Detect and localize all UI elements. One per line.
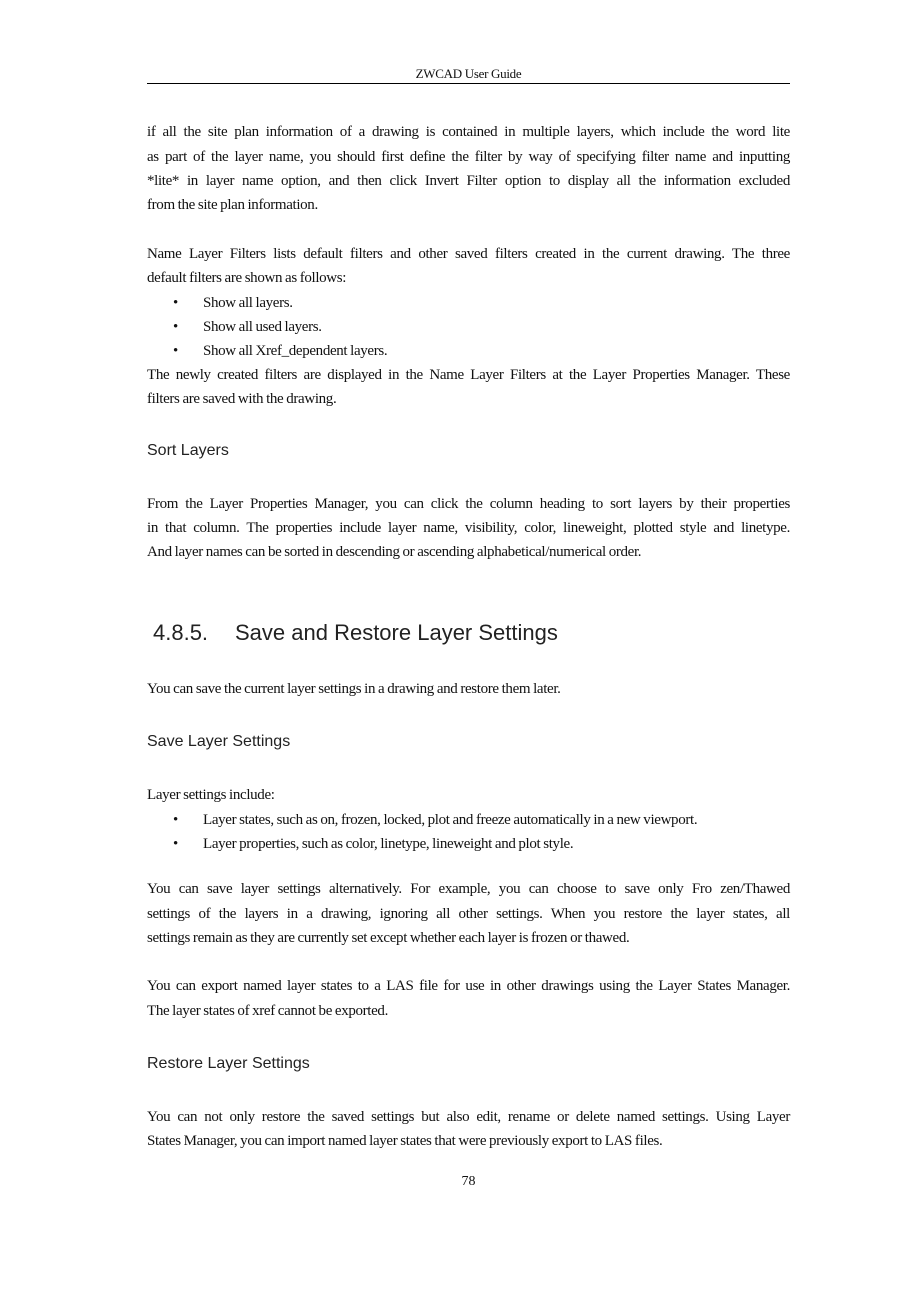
paragraph-line: You can save the current layer settings in a drawing and restore them later.	[147, 681, 561, 697]
paragraph-line: The layer states of xref cannot be exported.	[147, 1003, 388, 1019]
paragraph-line: from the site plan information.	[147, 197, 318, 213]
list-item: Layer properties, such as color, linetype, lineweight and plot style.	[203, 836, 574, 852]
paragraph-line: as part of the layer name, you should first define the filter by way of specifying filter name and inputting	[147, 149, 790, 165]
paragraph-line: default filters are shown as follows:	[147, 270, 347, 286]
paragraph-line: The newly created filters are displayed in the Name Layer Filters at the Layer Properties Manager. These	[147, 367, 790, 383]
list-item: Show all Xref_dependent layers.	[203, 343, 388, 359]
section-number: 4.8.5.	[153, 620, 209, 645]
paragraph-line: if all the site plan information of a drawing is contained in multiple layers, which include the word lite	[147, 124, 790, 140]
list-item: Show all layers.	[203, 295, 293, 311]
paragraph-line: settings of the layers in a drawing, ignoring all other settings. When you restore the layer states, all	[147, 906, 790, 922]
paragraph-line: States Manager, you can import named layer states that were previously export to LAS files.	[147, 1133, 663, 1149]
paragraph-line: Layer settings include:	[147, 787, 275, 803]
heading-restore-layer-settings: Restore Layer Settings	[147, 1055, 310, 1072]
header-rule	[147, 83, 790, 84]
page-number: 78	[461, 1174, 476, 1189]
paragraph-line: *lite* in layer name option, and then click Invert Filter option to display all the information excluded	[147, 173, 790, 189]
bullet-icon: •	[173, 319, 179, 335]
paragraph-line: You can save layer settings alternatively. For example, you can choose to save only Fro zen/Thawed	[147, 881, 790, 897]
list-item: Show all used layers.	[203, 319, 322, 335]
bullet-icon: •	[173, 343, 179, 359]
bullet-icon: •	[173, 295, 179, 311]
paragraph-line: filters are saved with the drawing.	[147, 391, 337, 407]
bullet-icon: •	[173, 836, 179, 852]
heading-save-layer-settings: Save Layer Settings	[147, 733, 291, 750]
list-item: Layer states, such as on, frozen, locked, plot and freeze automatically in a new viewport.	[203, 812, 698, 828]
paragraph-line: settings remain as they are currently set except whether each layer is frozen or thawed.	[147, 930, 630, 946]
bullet-icon: •	[173, 812, 179, 828]
paragraph-line: You can not only restore the saved settings but also edit, rename or delete named settings. Using Layer	[147, 1109, 790, 1125]
running-header: ZWCAD User Guide	[415, 66, 522, 81]
section-title: Save and Restore Layer Settings	[235, 620, 558, 645]
paragraph-line: From the Layer Properties Manager, you can click the column heading to sort layers by their properties	[147, 496, 790, 512]
paragraph-line: in that column. The properties include layer name, visibility, color, lineweight, plotted style and linetype.	[147, 520, 790, 536]
paragraph-line: You can export named layer states to a LAS file for use in other drawings using the Layer States Manager.	[147, 978, 790, 994]
heading-sort-layers: Sort Layers	[147, 442, 229, 459]
paragraph-line: And layer names can be sorted in descending or ascending alphabetical/numerical order.	[147, 544, 642, 560]
paragraph-line: Name Layer Filters lists default filters and other saved filters created in the current drawing. The three	[147, 246, 790, 262]
